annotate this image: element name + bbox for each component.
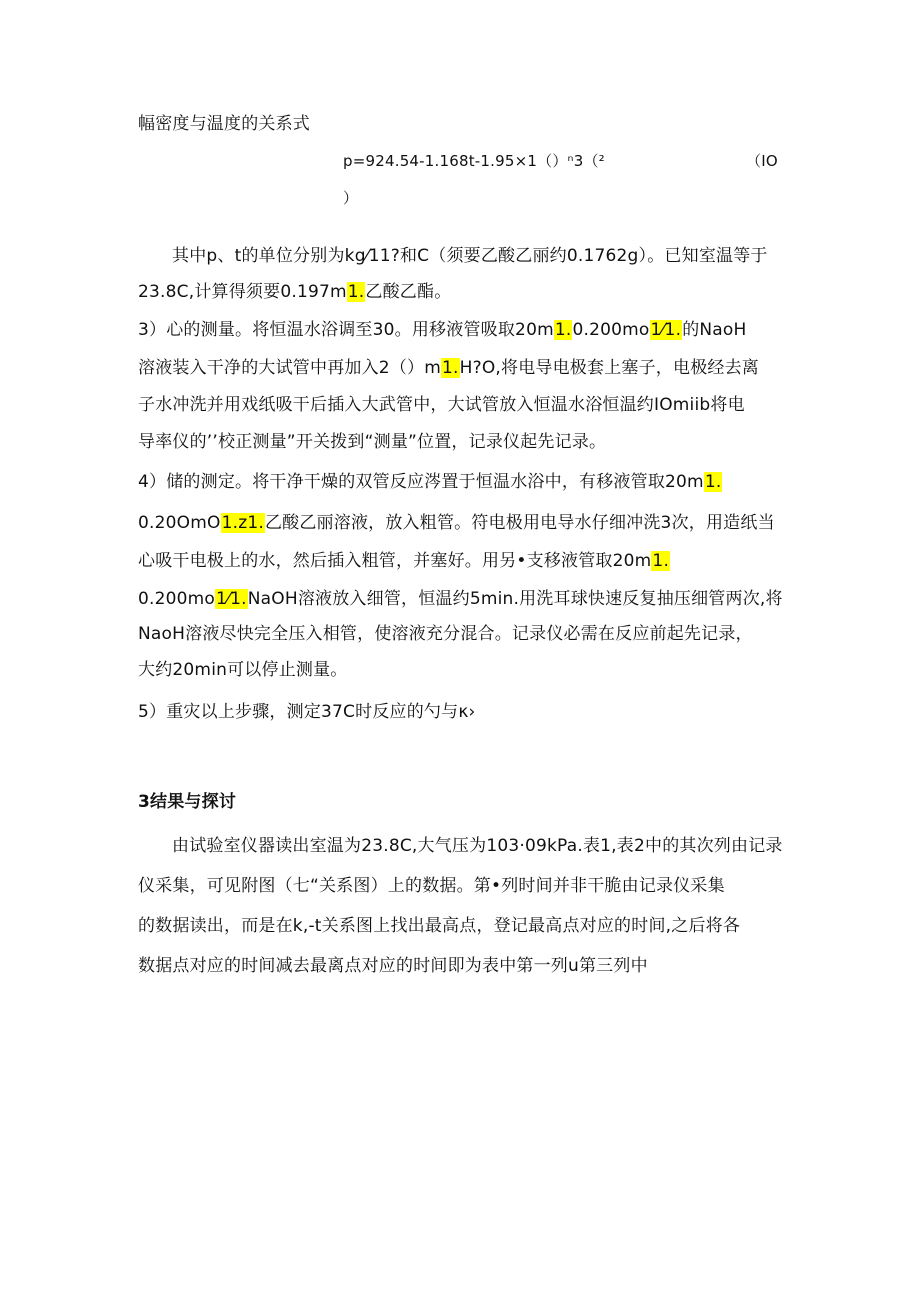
highlight-mark: 1.	[652, 551, 670, 571]
formula: p=924.54-1.168t-1.95×1（）ⁿ3（²	[343, 152, 605, 170]
formula-number-close: ）	[343, 189, 359, 207]
highlight-mark: 1.	[704, 472, 722, 492]
text-run: 3）心的测量。将恒温水浴调至30。用移液管吸取20m	[138, 320, 554, 340]
text-run: H?O,将电导电极套上塞子，电极经去离	[459, 358, 759, 378]
formula-number: （IO	[746, 152, 778, 170]
text-run: 的NaoH	[682, 320, 747, 340]
text-run: 乙酸乙酯。	[365, 282, 452, 302]
text-run: 0.200mo	[138, 589, 216, 609]
step4-line-6: 大约20min可以停止测量。	[138, 660, 348, 680]
text-run: 23.8C,计算得须要0.197m	[138, 282, 347, 302]
step4-line-2	[138, 511, 775, 535]
highlight-mark: 1⁄1.	[216, 589, 247, 609]
results-line-1: 由试验室仪器读出室温为23.8C,大气压为103·09kPa.表1,表2中的其次列由记录	[172, 836, 783, 856]
units-paragraph-line-1: 其中p、t的单位分别为kg⁄11?和C（须要乙酸乙丽约0.1762g）。已知室温等于	[172, 246, 768, 266]
step4-line-4	[138, 587, 783, 611]
intro-line: 幅密度与温度的关系式	[138, 114, 310, 134]
text-run: 心吸干电极上的水，然后插入粗管，并塞好。用另•支移液管取20m	[138, 551, 652, 571]
results-line-4: 数据点对应的时间减去最离点对应的时间即为表中第一列u第三列中	[138, 956, 648, 976]
highlight-mark: 1.	[347, 282, 365, 302]
highlight-mark: 1.	[554, 320, 572, 340]
units-paragraph-line-2	[138, 280, 451, 304]
text-run: 0.20OmO	[138, 513, 221, 533]
text-run: NaOH溶液放入细管，恒温约5min.用洗耳球快速反复抽压细管两次,将	[247, 589, 783, 609]
step4-line-5: NaoH溶液尽快完全压入相管，使溶液充分混合。记录仪必需在反应前起先记录，	[138, 624, 753, 644]
results-line-2: 仪采集，可见附图（七“关系图）上的数据。第•列时间并非干脆由记录仪采集	[138, 876, 725, 896]
step4-line-3	[138, 549, 670, 573]
results-line-3: 的数据读出，而是在k,-t关系图上找出最高点，登记最高点对应的时间,之后将各	[138, 916, 741, 936]
step4-line-1	[138, 470, 722, 494]
step3-line-2	[138, 356, 759, 380]
text-run: 溶液装入干净的大试管中再加入2（）m	[138, 358, 441, 378]
step3-line-1	[138, 318, 747, 342]
highlight-mark: 1.z1.	[221, 513, 264, 533]
text-run: 0.200mo	[572, 320, 650, 340]
section-heading: 3结果与探讨	[138, 792, 237, 812]
text-run: 4）储的测定。将干净干燥的双管反应涔置于恒温水浴中，有移液管取20m	[138, 472, 704, 492]
step5-line: 5）重灾以上步骤，测定37C时反应的勺与κ›	[138, 702, 476, 722]
highlight-mark: 1⁄1.	[650, 320, 682, 340]
text-run: 乙酸乙丽溶液，放入粗管。符电极用电导水仔细冲洗3次，用造纸当	[264, 513, 775, 533]
highlight-mark: 1.	[441, 358, 459, 378]
step3-line-4: 导率仪的’’校正测量”开关拨到“测量”位置，记录仪起先记录。	[138, 432, 607, 452]
step3-line-3: 子水冲洗并用戏纸吸干后插入大武管中，大试管放入恒温水浴恒温约IOmiib将电	[138, 395, 745, 415]
